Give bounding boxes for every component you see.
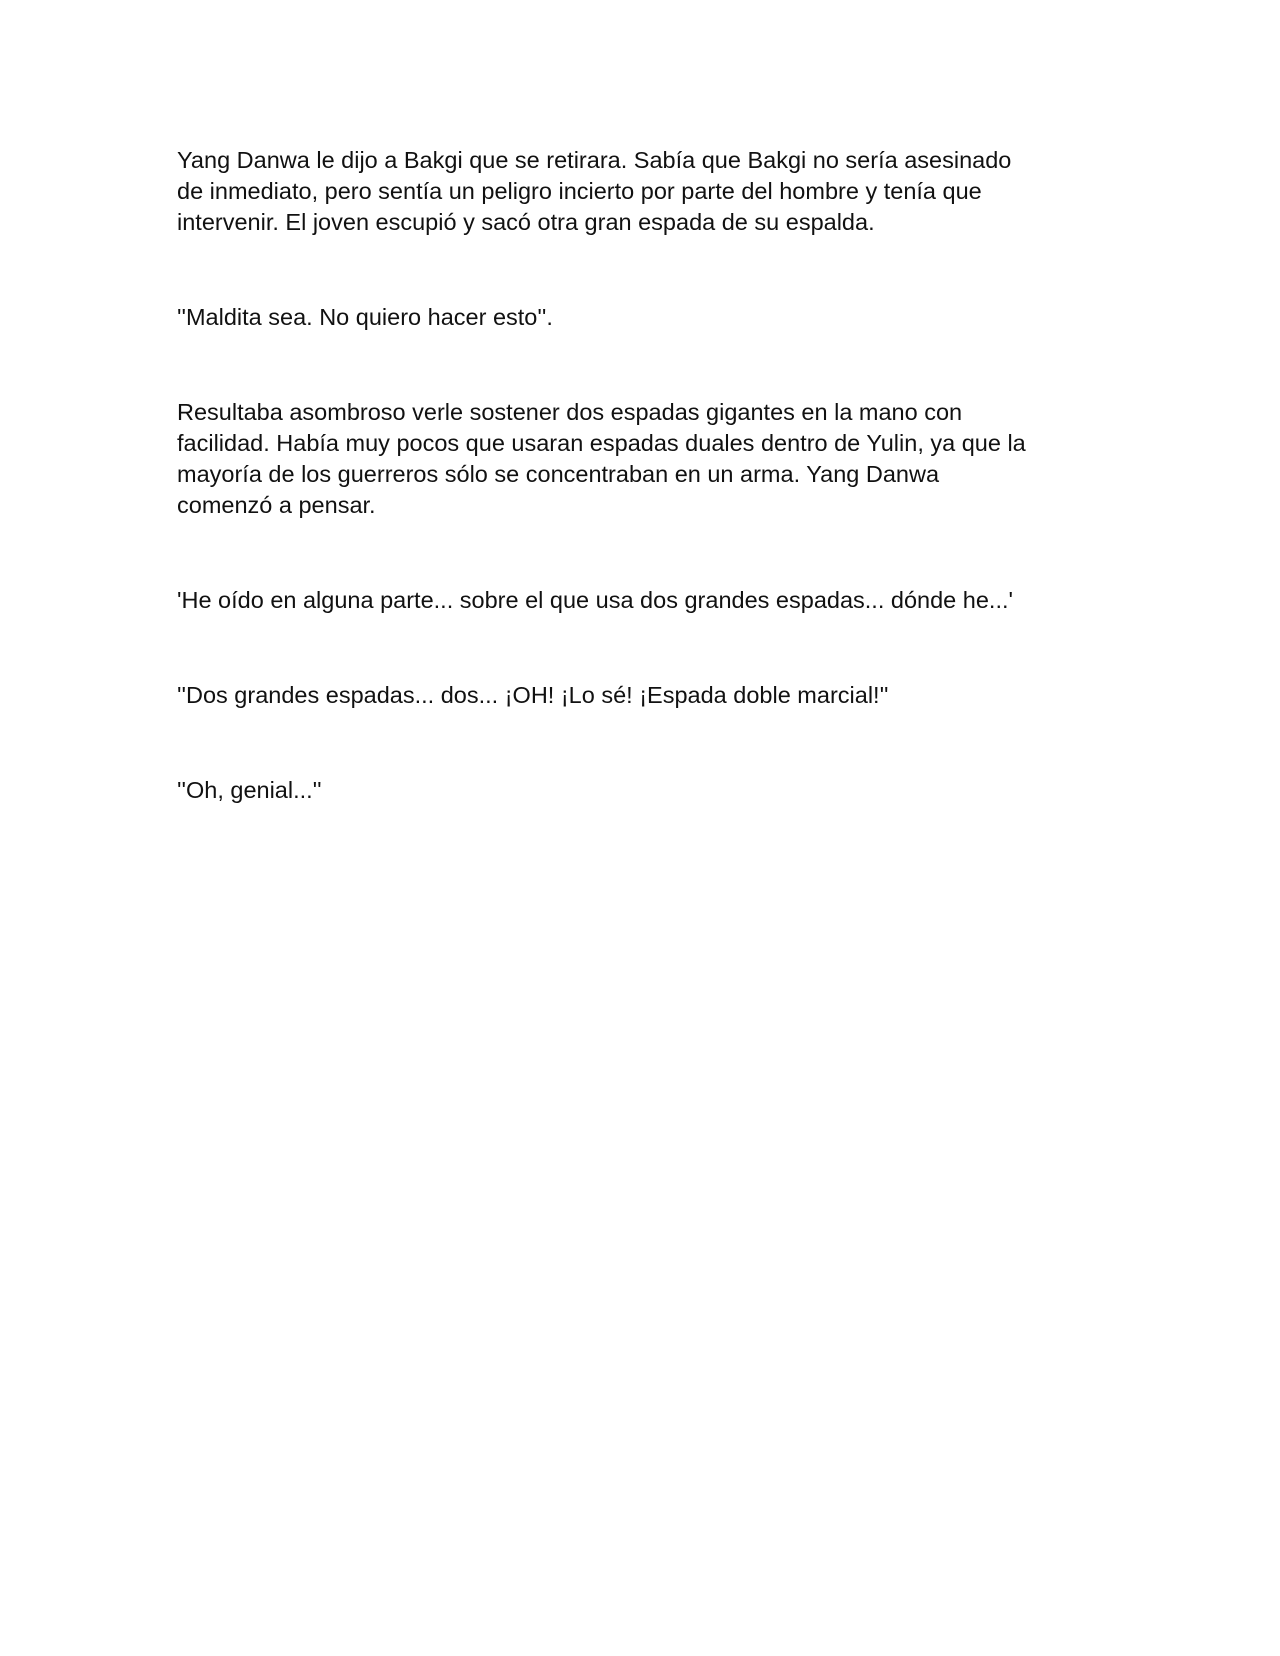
paragraph-spacer [177,521,1097,585]
paragraph-2: ''Maldita sea. No quiero hacer esto''. [177,304,553,330]
paragraph-1: Yang Danwa le dijo a Bakgi que se retirara. Sabía que Bakgi no sería asesinado de inmediato, pero sentía un peligro incierto por parte del hombre y tenía que intervenir. El joven escupió y sacó otra gran espada de su espalda. [177,147,1012,235]
paragraph-5: ''Dos grandes espadas... dos... ¡OH! ¡Lo sé! ¡Espada doble marcial!'' [177,682,889,708]
paragraph-spacer [177,333,1097,397]
paragraph-spacer [177,238,1097,302]
document-body [177,145,1097,806]
paragraph-3: Resultaba asombroso verle sostener dos espadas gigantes en la mano con facilidad. Había muy pocos que usaran espadas duales dentro de Yulin, ya que la mayoría de los guerreros sólo se concentraban en un arma. Yang Danwa comenzó a pensar. [177,399,1026,518]
paragraph-6: ''Oh, genial...'' [177,777,322,803]
paragraph-spacer [177,711,1097,775]
paragraph-4: 'He oído en alguna parte... sobre el que usa dos grandes espadas... dónde he...' [177,587,1013,613]
paragraph-spacer [177,616,1097,680]
